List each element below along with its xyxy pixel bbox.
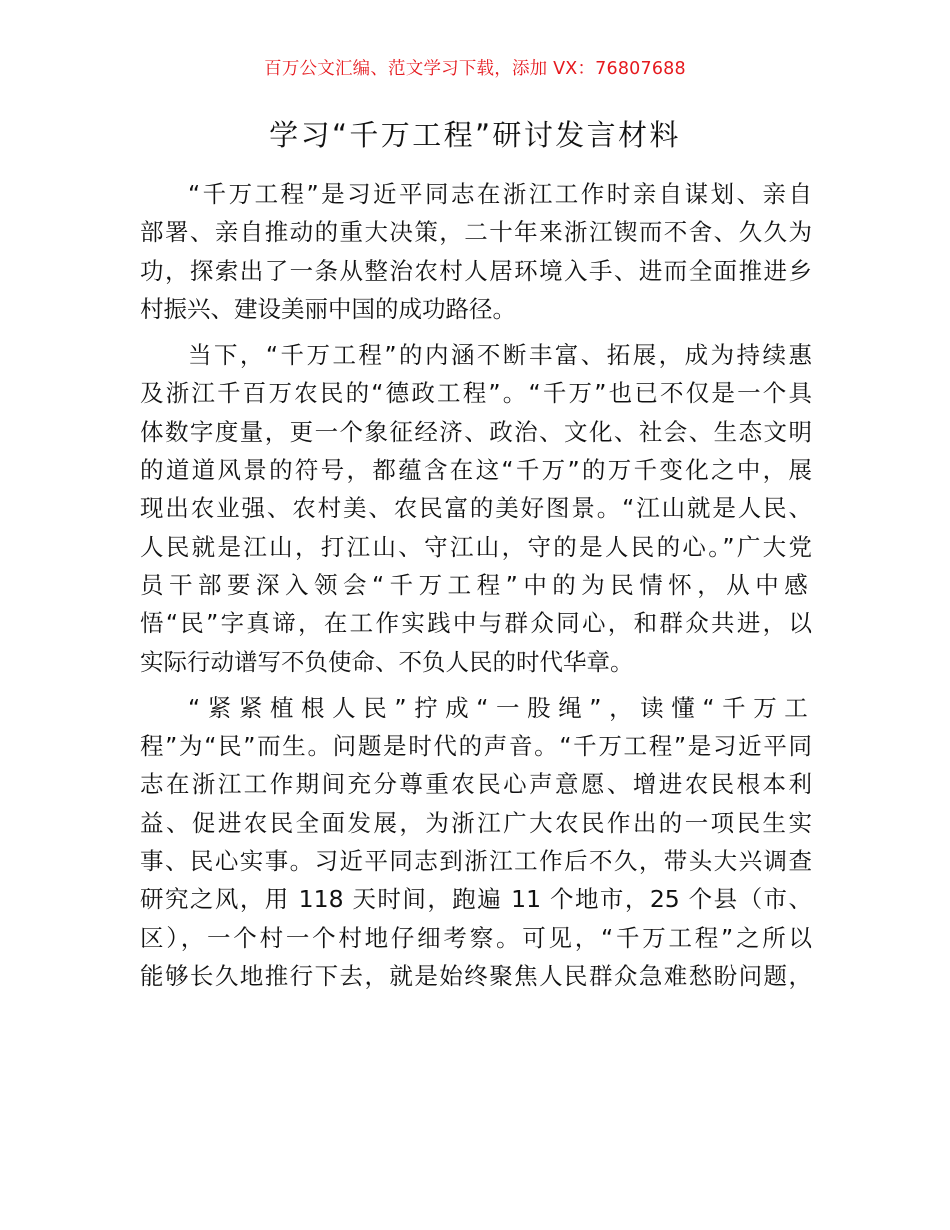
text-line: 村振兴、建设美丽中国的成功路径。 (140, 294, 516, 323)
text-line: 当下，“千万工程”的内涵不断丰富、拓展，成为持续惠 (188, 341, 812, 370)
text-line: “紧紧植根人民”拧成“一股绳”，读懂“千万工 (188, 693, 812, 722)
text-line: 悟“民”字真谛，在工作实践中与群众同心，和群众共进，以 (140, 609, 812, 638)
text-line: 能够长久地推行下去，就是始终聚焦人民群众急难愁盼问题， (140, 961, 812, 990)
text-line: 研究之风，用 118 天时间，跑遍 11 个地市，25 个县（市、 (140, 885, 812, 914)
text-line: 益、促进农民全面发展，为浙江广大农民作出的一项民生实 (140, 808, 812, 837)
text-line: 事、民心实事。习近平同志到浙江工作后不久，带头大兴调查 (140, 847, 812, 876)
text-line: 现出农业强、农村美、农民富的美好图景。“江山就是人民、 (140, 494, 812, 523)
text-line: 功，探索出了一条从整治农村人居环境入手、进而全面推进乡 (140, 256, 812, 285)
text-line: 体数字度量，更一个象征经济、政治、文化、社会、生态文明 (140, 417, 812, 446)
text-line: 部署、亲自推动的重大决策，二十年来浙江锲而不舍、久久为 (140, 218, 812, 247)
text-line: 实际行动谱写不负使命、不负人民的时代华章。 (140, 647, 634, 676)
paragraph-2 (140, 336, 812, 681)
text-line: 人民就是江山，打江山、守江山，守的是人民的心。”广大党 (140, 532, 812, 561)
text-line: 程”为“民”而生。问题是时代的声音。“千万工程”是习近平同 (140, 732, 812, 761)
text-line: 的道道风景的符号，都蕴含在这“千万”的万千变化之中，展 (140, 456, 812, 485)
document-body (140, 175, 812, 1003)
text-line: 区），一个村一个村地仔细考察。可见，“千万工程”之所以 (140, 923, 812, 952)
document-title: 学习“千万工程”研讨发言材料 (269, 118, 681, 152)
watermark-banner: 百万公文汇编、范文学习下载，添加 VX：76807688 (264, 59, 686, 79)
paragraph-3 (140, 689, 812, 995)
text-line: 志在浙江工作期间充分尊重农民心声意愿、增进农民根本利 (140, 770, 812, 799)
paragraph-1 (140, 175, 812, 328)
text-line: “千万工程”是习近平同志在浙江工作时亲自谋划、亲自 (188, 180, 812, 208)
text-line: 及浙江千百万农民的“德政工程”。“千万”也已不仅是一个具 (140, 379, 812, 408)
text-line: 员干部要深入领会“千万工程”中的为民情怀，从中感 (140, 570, 812, 599)
